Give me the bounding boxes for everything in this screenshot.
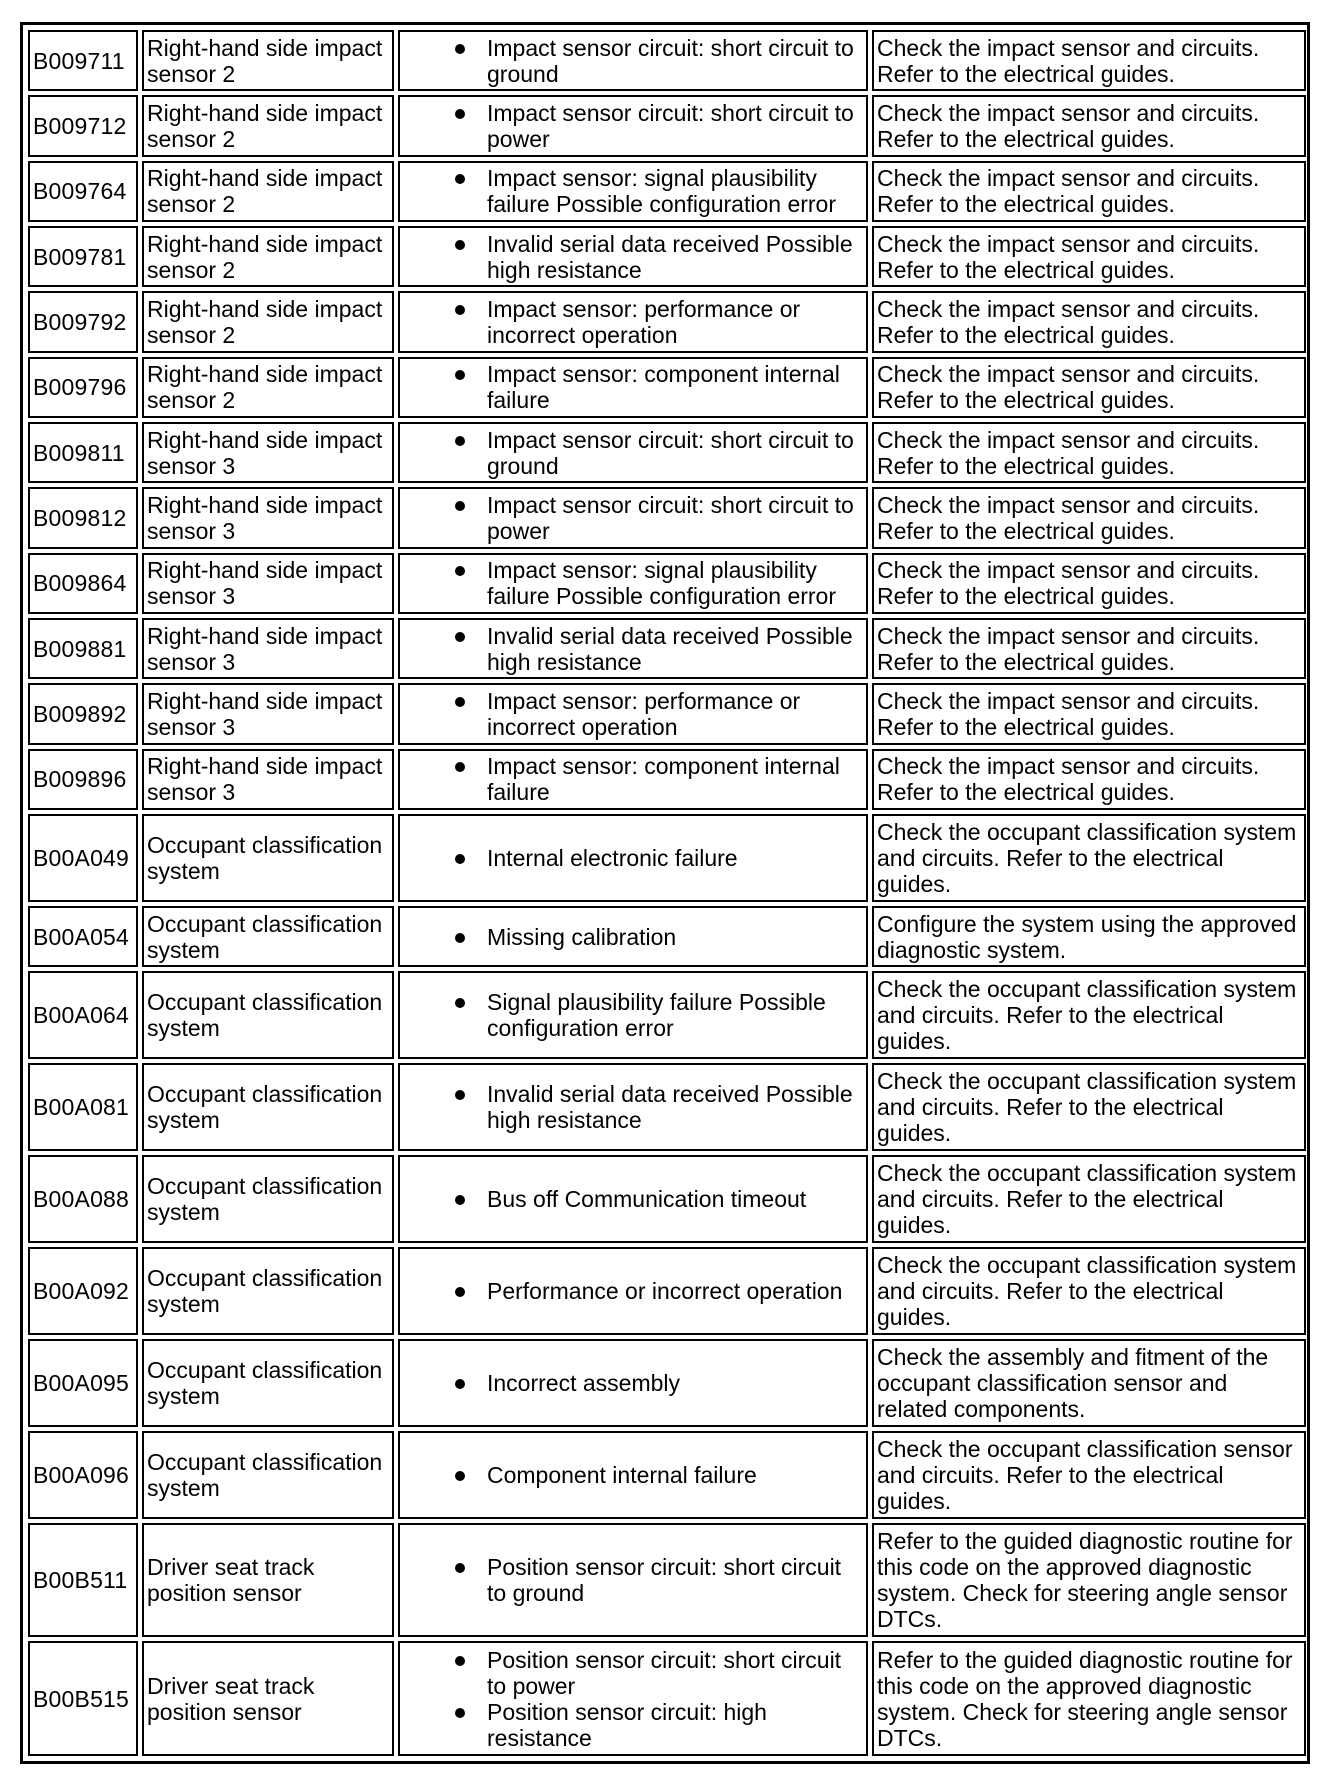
condition-list [403,1462,863,1488]
action-text: Check the impact sensor and circuits. Refer to the electrical guides. [872,357,1306,418]
action-text: Check the impact sensor and circuits. Refer to the electrical guides. [872,291,1306,352]
table-row [28,1247,1306,1335]
dtc-code: B009864 [28,553,138,614]
action-text: Check the occupant classification system and circuits. Refer to the electrical guides. [872,1247,1306,1335]
condition-cell [398,971,868,1059]
component-name: Right-hand side impact sensor 3 [142,487,394,548]
condition-cell [398,226,868,287]
dtc-code: B009792 [28,291,138,352]
condition-list [403,1647,863,1751]
table-row [28,1431,1306,1519]
component-name: Occupant classification system [142,1155,394,1243]
dtc-code: B00A054 [28,906,138,967]
condition-list [403,688,863,740]
condition-cell [398,618,868,679]
condition-cell [398,1523,868,1638]
table-row [28,1523,1306,1638]
condition-item: Position sensor circuit: high resistance [487,1699,863,1751]
condition-list [403,557,863,609]
condition-cell [398,30,868,91]
condition-cell [398,553,868,614]
component-name: Right-hand side impact sensor 2 [142,357,394,418]
condition-item: Impact sensor: component internal failure [487,753,863,805]
component-name: Right-hand side impact sensor 3 [142,749,394,810]
action-text: Check the occupant classification system and circuits. Refer to the electrical guides. [872,971,1306,1059]
condition-item: Impact sensor: signal plausibility failure Possible configuration error [487,165,863,217]
table-row [28,487,1306,548]
table-row [28,161,1306,222]
table-row [28,1641,1306,1756]
component-name: Occupant classification system [142,814,394,902]
component-name: Right-hand side impact sensor 3 [142,683,394,744]
table-row [28,1155,1306,1243]
condition-cell [398,95,868,156]
table-row [28,553,1306,614]
condition-item: Impact sensor: component internal failure [487,361,863,413]
table-row [28,1063,1306,1151]
condition-list [403,753,863,805]
action-text: Check the impact sensor and circuits. Refer to the electrical guides. [872,422,1306,483]
condition-item: Position sensor circuit: short circuit to power [487,1647,863,1699]
condition-item: Position sensor circuit: short circuit to ground [487,1554,863,1606]
action-text: Check the occupant classification sensor and circuits. Refer to the electrical guides. [872,1431,1306,1519]
table-row [28,291,1306,352]
condition-cell [398,1247,868,1335]
condition-list [403,361,863,413]
action-text: Check the impact sensor and circuits. Refer to the electrical guides. [872,161,1306,222]
condition-list [403,845,863,871]
condition-list [403,989,863,1041]
action-text: Configure the system using the approved diagnostic system. [872,906,1306,967]
condition-item: Impact sensor circuit: short circuit to power [487,492,863,544]
condition-list [403,427,863,479]
table-row [28,226,1306,287]
condition-cell [398,1155,868,1243]
condition-item: Impact sensor: performance or incorrect operation [487,688,863,740]
condition-item: Impact sensor: performance or incorrect operation [487,296,863,348]
table-row [28,683,1306,744]
condition-item: Signal plausibility failure Possible configuration error [487,989,863,1041]
action-text: Refer to the guided diagnostic routine for this code on the approved diagnostic system. Check for steering angle sensor DTCs. [872,1523,1306,1638]
condition-item: Internal electronic failure [487,845,863,871]
condition-list [403,1278,863,1304]
condition-cell [398,1641,868,1756]
component-name: Right-hand side impact sensor 2 [142,30,394,91]
component-name: Right-hand side impact sensor 2 [142,161,394,222]
component-name: Occupant classification system [142,906,394,967]
condition-item: Component internal failure [487,1462,863,1488]
action-text: Check the assembly and fitment of the occupant classification sensor and related components. [872,1339,1306,1427]
table-row [28,30,1306,91]
action-text: Check the impact sensor and circuits. Refer to the electrical guides. [872,618,1306,679]
condition-list [403,492,863,544]
component-name: Occupant classification system [142,1339,394,1427]
component-name: Driver seat track position sensor [142,1523,394,1638]
dtc-code: B00A049 [28,814,138,902]
table-row [28,971,1306,1059]
component-name: Right-hand side impact sensor 3 [142,553,394,614]
condition-item: Bus off Communication timeout [487,1186,863,1212]
condition-item: Invalid serial data received Possible high resistance [487,623,863,675]
action-text: Check the impact sensor and circuits. Refer to the electrical guides. [872,487,1306,548]
dtc-code: B00B515 [28,1641,138,1756]
component-name: Right-hand side impact sensor 3 [142,422,394,483]
condition-list [403,1081,863,1133]
condition-cell [398,161,868,222]
dtc-code: B00A095 [28,1339,138,1427]
condition-item: Impact sensor circuit: short circuit to ground [487,427,863,479]
table-row [28,95,1306,156]
condition-list [403,1554,863,1606]
condition-list [403,100,863,152]
condition-cell [398,906,868,967]
dtc-code: B009764 [28,161,138,222]
dtc-code: B00A064 [28,971,138,1059]
dtc-code: B009796 [28,357,138,418]
dtc-code: B00B511 [28,1523,138,1638]
condition-cell [398,1339,868,1427]
action-text: Check the impact sensor and circuits. Refer to the electrical guides. [872,683,1306,744]
component-name: Occupant classification system [142,1247,394,1335]
condition-cell [398,814,868,902]
dtc-code: B009712 [28,95,138,156]
condition-cell [398,422,868,483]
dtc-code: B00A096 [28,1431,138,1519]
dtc-table-body [28,30,1306,1756]
condition-list [403,35,863,87]
dtc-code: B009812 [28,487,138,548]
action-text: Check the impact sensor and circuits. Refer to the electrical guides. [872,30,1306,91]
action-text: Check the occupant classification system and circuits. Refer to the electrical guides. [872,814,1306,902]
condition-list [403,1186,863,1212]
condition-list [403,165,863,217]
dtc-code: B00A088 [28,1155,138,1243]
table-row [28,814,1306,902]
dtc-code: B00A081 [28,1063,138,1151]
action-text: Check the impact sensor and circuits. Refer to the electrical guides. [872,553,1306,614]
condition-item: Missing calibration [487,924,863,950]
action-text: Refer to the guided diagnostic routine for this code on the approved diagnostic system. Check for steering angle sensor DTCs. [872,1641,1306,1756]
condition-item: Incorrect assembly [487,1370,863,1396]
condition-cell [398,683,868,744]
condition-cell [398,1063,868,1151]
condition-list [403,1370,863,1396]
dtc-code: B009811 [28,422,138,483]
component-name: Occupant classification system [142,1431,394,1519]
dtc-code: B009892 [28,683,138,744]
component-name: Right-hand side impact sensor 3 [142,618,394,679]
condition-item: Invalid serial data received Possible high resistance [487,231,863,283]
condition-item: Impact sensor circuit: short circuit to ground [487,35,863,87]
condition-item: Invalid serial data received Possible high resistance [487,1081,863,1133]
table-row [28,749,1306,810]
dtc-code: B00A092 [28,1247,138,1335]
dtc-code: B009781 [28,226,138,287]
action-text: Check the occupant classification system and circuits. Refer to the electrical guides. [872,1155,1306,1243]
condition-item: Impact sensor: signal plausibility failure Possible configuration error [487,557,863,609]
condition-list [403,623,863,675]
condition-item: Performance or incorrect operation [487,1278,863,1304]
condition-list [403,231,863,283]
component-name: Occupant classification system [142,971,394,1059]
dtc-code: B009896 [28,749,138,810]
component-name: Right-hand side impact sensor 2 [142,291,394,352]
condition-cell [398,357,868,418]
action-text: Check the impact sensor and circuits. Refer to the electrical guides. [872,226,1306,287]
condition-list [403,924,863,950]
action-text: Check the impact sensor and circuits. Refer to the electrical guides. [872,749,1306,810]
action-text: Check the occupant classification system and circuits. Refer to the electrical guides. [872,1063,1306,1151]
condition-cell [398,291,868,352]
table-row [28,618,1306,679]
table-row [28,357,1306,418]
dtc-table [24,26,1310,1760]
component-name: Right-hand side impact sensor 2 [142,95,394,156]
action-text: Check the impact sensor and circuits. Refer to the electrical guides. [872,95,1306,156]
dtc-code: B009881 [28,618,138,679]
table-row [28,1339,1306,1427]
table-row [28,906,1306,967]
condition-item: Impact sensor circuit: short circuit to power [487,100,863,152]
component-name: Right-hand side impact sensor 2 [142,226,394,287]
condition-cell [398,749,868,810]
table-row [28,422,1306,483]
dtc-code: B009711 [28,30,138,91]
component-name: Occupant classification system [142,1063,394,1151]
condition-cell [398,487,868,548]
component-name: Driver seat track position sensor [142,1641,394,1756]
condition-list [403,296,863,348]
condition-cell [398,1431,868,1519]
